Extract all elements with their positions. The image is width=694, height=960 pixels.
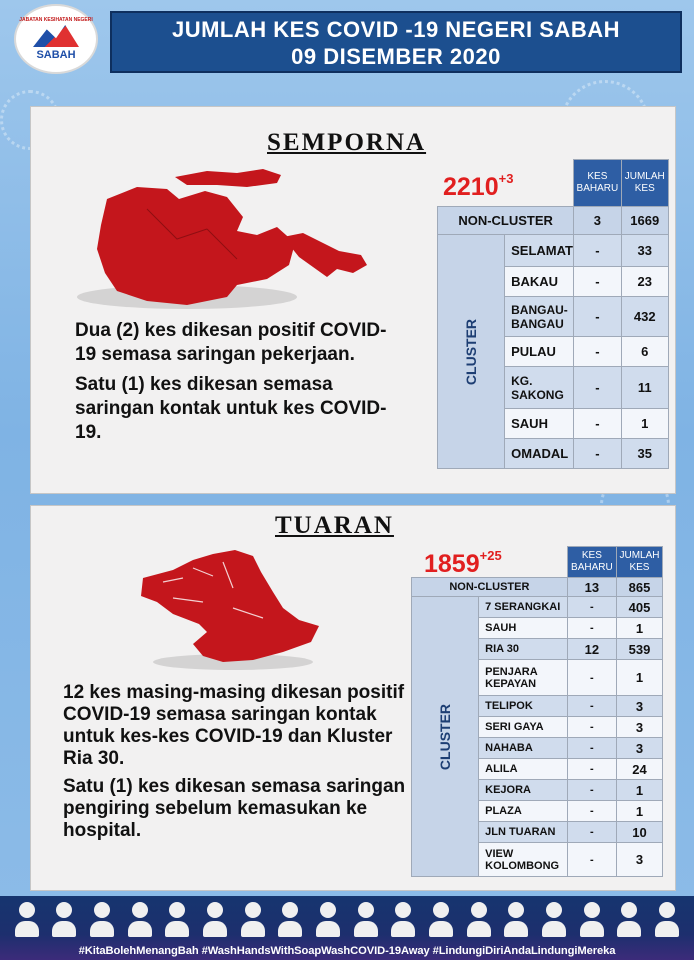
cluster-new: - xyxy=(574,297,621,337)
semporna-panel xyxy=(30,106,676,494)
cluster-new: - xyxy=(574,337,621,367)
total-cases: 1859 xyxy=(424,550,480,578)
description-paragraph-1: Dua (2) kes dikesan positif COVID-19 semasa saringan pekerjaan. xyxy=(75,320,387,365)
cluster-total: 3 xyxy=(616,717,662,738)
header-total-cases: JUMLAH KES xyxy=(616,547,662,578)
cluster-new: - xyxy=(574,235,621,267)
tuaran-description xyxy=(63,682,423,848)
cluster-name: KG. SAKONG xyxy=(505,367,574,409)
district-title: SEMPORNA xyxy=(267,129,427,156)
semporna-description xyxy=(75,319,405,451)
cluster-name: SAUH xyxy=(479,618,568,639)
cluster-new: - xyxy=(574,267,621,297)
header-new-cases: KES BAHARU xyxy=(574,160,621,207)
cluster-total: 432 xyxy=(621,297,668,337)
footer-banner xyxy=(0,896,694,960)
cluster-label: CLUSTER xyxy=(412,597,479,877)
cluster-new: - xyxy=(567,801,616,822)
cluster-new: - xyxy=(567,660,616,696)
cluster-total: 33 xyxy=(621,235,668,267)
person-icon xyxy=(429,902,453,938)
person-icon xyxy=(580,902,604,938)
sabah-health-logo xyxy=(14,4,98,74)
person-icon xyxy=(203,902,227,938)
non-cluster-total: 1669 xyxy=(621,207,668,235)
cluster-new: - xyxy=(567,843,616,877)
title-date: 09 DISEMBER 2020 xyxy=(291,44,501,69)
cluster-new: - xyxy=(567,822,616,843)
person-icon xyxy=(354,902,378,938)
non-cluster-label: NON-CLUSTER xyxy=(438,207,574,235)
tuaran-map-icon xyxy=(123,548,333,672)
cluster-name: BAKAU xyxy=(505,267,574,297)
cluster-name: SAUH xyxy=(505,409,574,439)
frontliner-icons xyxy=(0,896,694,938)
semporna-map-icon xyxy=(67,169,377,319)
cluster-total: 1 xyxy=(616,618,662,639)
cluster-name: OMADAL xyxy=(505,439,574,469)
cluster-new: - xyxy=(567,717,616,738)
total-new-cases: +25 xyxy=(479,548,502,563)
logo-text: SABAH xyxy=(36,49,76,61)
cluster-name: PLAZA xyxy=(479,801,568,822)
person-icon xyxy=(617,902,641,938)
cluster-name: SERI GAYA xyxy=(479,717,568,738)
cluster-new: - xyxy=(567,696,616,717)
cluster-name: JLN TUARAN xyxy=(479,822,568,843)
cluster-total: 1 xyxy=(616,660,662,696)
cluster-name: 7 SERANGKAI xyxy=(479,597,568,618)
non-cluster-new: 3 xyxy=(574,207,621,235)
person-icon xyxy=(316,902,340,938)
cluster-name: TELIPOK xyxy=(479,696,568,717)
total-new-cases: +3 xyxy=(498,171,514,186)
person-icon xyxy=(504,902,528,938)
person-icon xyxy=(90,902,114,938)
cluster-name: VIEW KOLOMBONG xyxy=(479,843,568,877)
person-icon xyxy=(52,902,76,938)
description-paragraph-1: 12 kes masing-masing dikesan positif COVID-19 semasa saringan kontak untuk kes-kes COVID-19 dan Kluster Ria 30. xyxy=(63,682,405,769)
cluster-new: 12 xyxy=(567,639,616,660)
title-line-1: JUMLAH KES COVID -19 NEGERI SABAH xyxy=(171,17,620,42)
cluster-total: 3 xyxy=(616,738,662,759)
table-row xyxy=(438,235,669,267)
cluster-new: - xyxy=(567,780,616,801)
cluster-name: SELAMAT xyxy=(505,235,574,267)
cluster-new: - xyxy=(574,439,621,469)
cluster-total: 405 xyxy=(616,597,662,618)
cluster-new: - xyxy=(574,409,621,439)
cluster-new: - xyxy=(567,738,616,759)
cluster-total: 1 xyxy=(621,409,668,439)
page-title xyxy=(110,11,682,73)
non-cluster-total: 865 xyxy=(616,578,662,597)
cluster-new: - xyxy=(567,597,616,618)
cluster-total: 24 xyxy=(616,759,662,780)
header-new-cases: KES BAHARU xyxy=(567,547,616,578)
person-icon xyxy=(15,902,39,938)
cluster-new: - xyxy=(567,759,616,780)
description-paragraph-2: Satu (1) kes dikesan semasa saringan pengiring sebelum kemasukan ke hospital. xyxy=(63,776,406,841)
person-icon xyxy=(391,902,415,938)
non-cluster-label: NON-CLUSTER xyxy=(412,578,568,597)
semporna-cases-table xyxy=(437,159,669,469)
cluster-total: 6 xyxy=(621,337,668,367)
cluster-total: 35 xyxy=(621,439,668,469)
header-total-cases: JUMLAH KES xyxy=(621,160,668,207)
logo-mark-icon xyxy=(33,25,79,47)
cluster-name: RIA 30 xyxy=(479,639,568,660)
cluster-name: KEJORA xyxy=(479,780,568,801)
cluster-label: CLUSTER xyxy=(438,235,505,469)
cluster-total: 1 xyxy=(616,780,662,801)
person-icon xyxy=(278,902,302,938)
cluster-total: 11 xyxy=(621,367,668,409)
person-icon xyxy=(165,902,189,938)
cluster-total: 1 xyxy=(616,801,662,822)
person-icon xyxy=(241,902,265,938)
hashtags: #KitaBolehMenangBah #WashHandsWithSoapWashCOVID-19Away #LindungiDiriAndaLindungiMereka xyxy=(78,945,616,957)
cluster-name: NAHABA xyxy=(479,738,568,759)
person-icon xyxy=(542,902,566,938)
cluster-name: ALILA xyxy=(479,759,568,780)
cluster-total: 23 xyxy=(621,267,668,297)
cluster-name: PENJARA KEPAYAN xyxy=(479,660,568,696)
logo-small-text: JABATAN KESIHATAN NEGERI xyxy=(19,17,93,23)
tuaran-cases-table xyxy=(411,546,663,877)
non-cluster-new: 13 xyxy=(567,578,616,597)
person-icon xyxy=(467,902,491,938)
district-title: TUARAN xyxy=(275,512,394,539)
cluster-total: 10 xyxy=(616,822,662,843)
cluster-total: 3 xyxy=(616,843,662,877)
cluster-total: 539 xyxy=(616,639,662,660)
person-icon xyxy=(655,902,679,938)
total-cases: 2210 xyxy=(443,173,499,201)
person-icon xyxy=(128,902,152,938)
cluster-new: - xyxy=(574,367,621,409)
cluster-new: - xyxy=(567,618,616,639)
cluster-total: 3 xyxy=(616,696,662,717)
cluster-name: PULAU xyxy=(505,337,574,367)
cluster-name: BANGAU-BANGAU xyxy=(505,297,574,337)
table-row xyxy=(412,597,663,618)
tuaran-panel xyxy=(30,505,676,891)
description-paragraph-2: Satu (1) kes dikesan semasa saringan kontak untuk kes COVID-19. xyxy=(75,374,387,443)
